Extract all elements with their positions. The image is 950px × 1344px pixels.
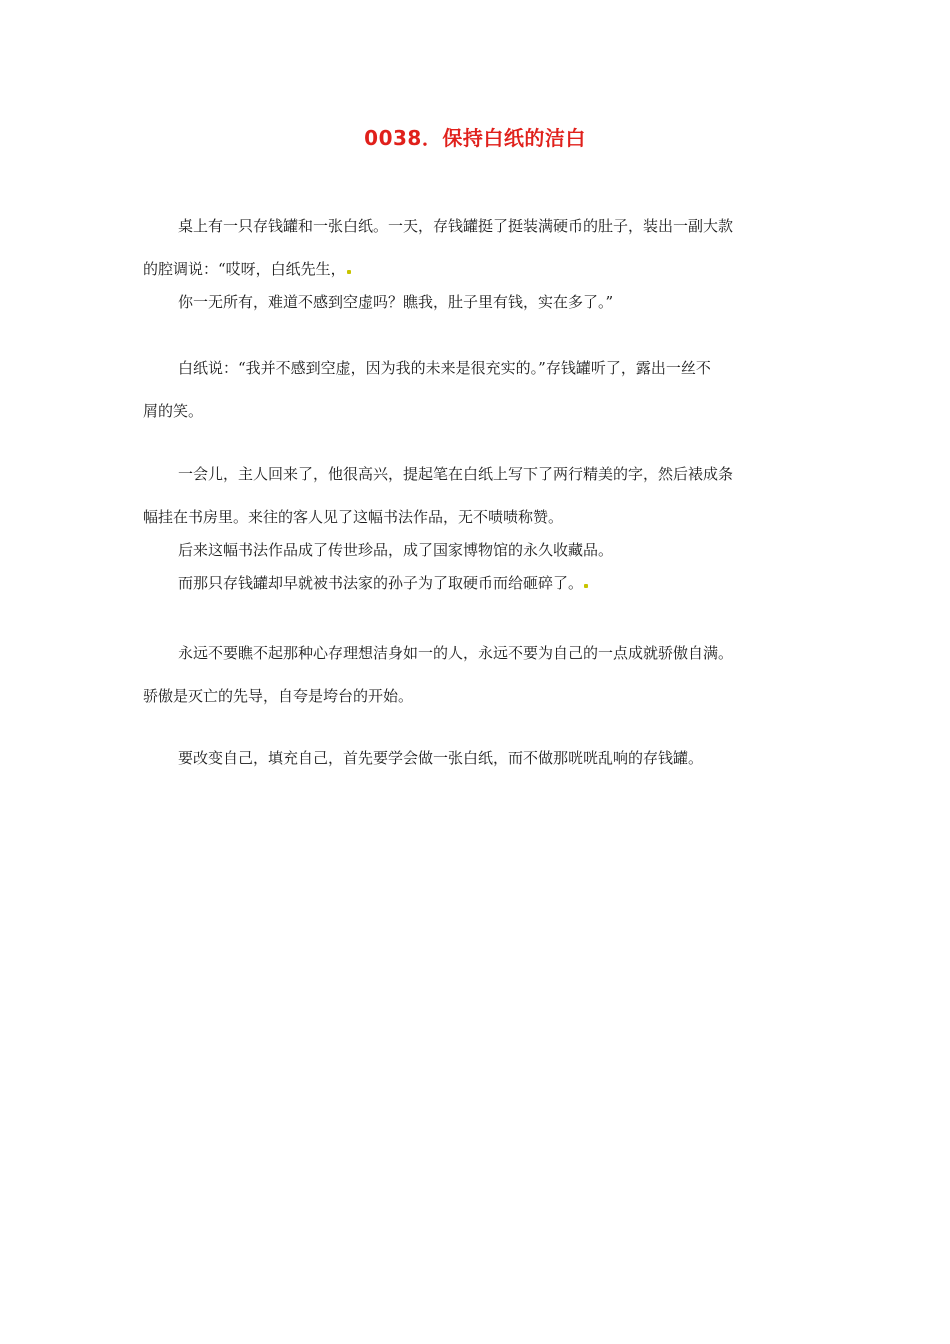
paragraph-line: 的腔调说：“哎呀，白纸先生， <box>143 257 807 281</box>
paragraph-2 <box>143 356 807 423</box>
paragraph-line: 而那只存钱罐却早就被书法家的孙子为了取硬币而给砸碎了。 <box>143 571 807 595</box>
paragraph-3 <box>143 462 807 595</box>
paragraph-line: 后来这幅书法作品成了传世珍品，成了国家博物馆的永久收藏品。 <box>178 541 614 559</box>
paragraph-line: 你一无所有，难道不感到空虚吗？瞧我，肚子里有钱，实在多了。” <box>178 293 614 311</box>
paragraph-line: 幅挂在书房里。来往的客人见了这幅书法作品，无不啧啧称赞。 <box>143 508 564 526</box>
paragraph-line: 骄傲是灭亡的先导，自夸是垮台的开始。 <box>143 687 414 705</box>
paragraph-line: 要改变自己，填充自己，首先要学会做一张白纸，而不做那咣咣乱响的存钱罐。 <box>178 749 704 767</box>
marker-dot <box>584 584 588 588</box>
paragraph-line: 一会儿，主人回来了，他很高兴，提起笔在白纸上写下了两行精美的字，然后裱成条 <box>178 465 734 483</box>
paragraph-5 <box>143 746 807 770</box>
paragraph-line: 屑的笑。 <box>143 402 204 420</box>
document-title: 0038．保持白纸的洁白 <box>364 126 586 150</box>
paragraph-line: 桌上有一只存钱罐和一张白纸。一天，存钱罐挺了挺装满硬币的肚子，装出一副大款 <box>178 217 734 235</box>
marker-dot <box>347 270 351 274</box>
paragraph-4 <box>143 641 807 708</box>
paragraph-line: 永远不要瞧不起那种心存理想洁身如一的人，永远不要为自己的一点成就骄傲自满。 <box>178 644 734 662</box>
paragraph-1 <box>143 214 807 314</box>
paragraph-line: 白纸说：“我并不感到空虚，因为我的未来是很充实的。”存钱罐听了，露出一丝不 <box>178 359 711 377</box>
